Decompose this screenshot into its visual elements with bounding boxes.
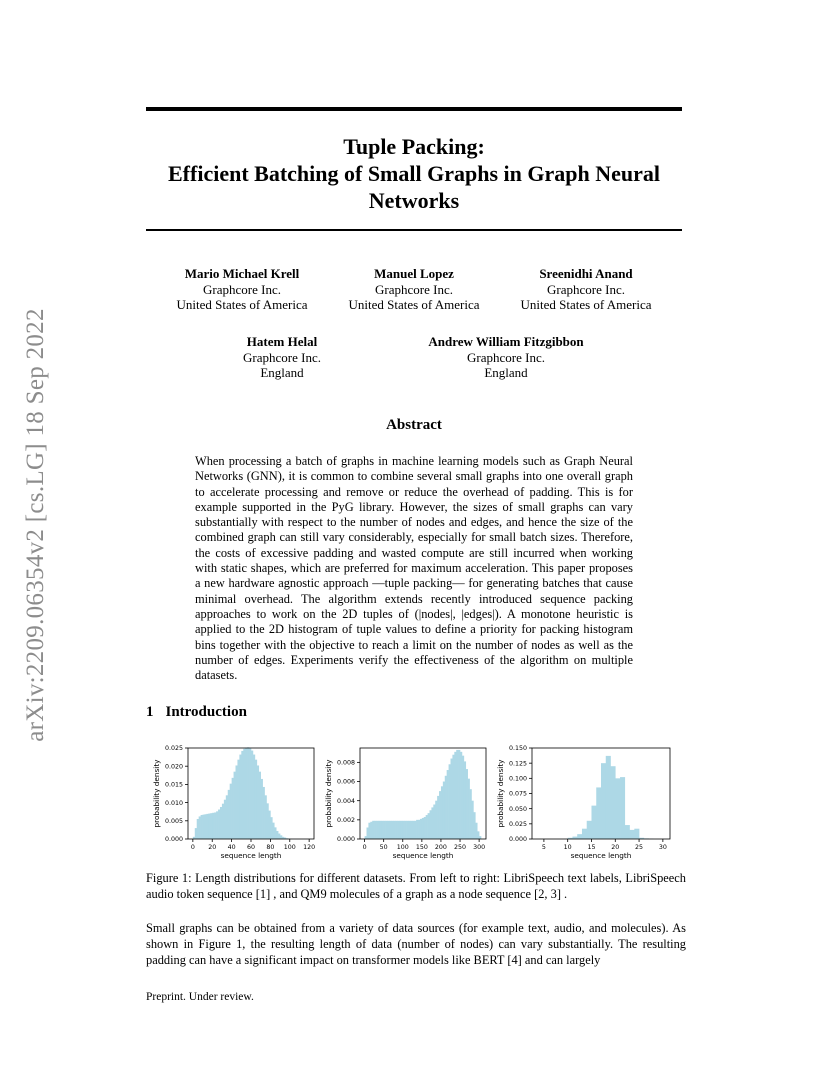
histogram-bar (470, 789, 472, 839)
histogram-bar (234, 772, 236, 839)
histogram-bar (387, 821, 389, 839)
author-country: United States of America (520, 297, 652, 312)
y-axis-label: probability density (496, 759, 505, 828)
title-rule-bottom (146, 229, 682, 231)
x-tick-label: 100 (396, 844, 409, 851)
histogram-bar (416, 820, 418, 839)
histogram-bar (458, 750, 460, 839)
y-tick-label: 0.020 (164, 763, 183, 771)
histogram-bar (443, 782, 445, 839)
arxiv-identifier: arXiv:2209.06354v2 [cs.LG] 18 Sep 2022 (22, 308, 49, 742)
section-title: Introduction (165, 704, 247, 720)
y-tick-label: 0.006 (336, 778, 355, 786)
histogram-bar (272, 823, 274, 839)
x-axis-label: sequence length (570, 851, 632, 860)
histogram-bar (428, 813, 430, 839)
histogram-bar (374, 821, 376, 839)
histogram-bar (255, 760, 257, 839)
histogram-bar (249, 748, 251, 839)
y-tick-label: 0.000 (164, 836, 183, 844)
arxiv-sidebar (18, 290, 54, 760)
figure-panel-1 (150, 742, 322, 865)
histogram-bar (445, 776, 447, 839)
x-tick-label: 20 (208, 844, 217, 851)
histogram-bar (366, 828, 368, 839)
x-tick-label: 0 (190, 844, 195, 851)
histogram-bar (208, 814, 210, 839)
y-tick-label: 0.004 (336, 797, 355, 805)
y-axis-label: probability density (324, 759, 333, 828)
histogram-bar (259, 772, 261, 839)
histogram-bar (462, 756, 464, 839)
title-rule-top (146, 107, 682, 111)
author-affiliation: Graphcore Inc. (243, 349, 321, 365)
y-tick-label: 0.002 (336, 817, 355, 825)
y-tick-label: 0.000 (336, 836, 355, 844)
histogram-bar (224, 800, 226, 839)
histogram-bar (368, 823, 370, 839)
histogram-bar (382, 821, 384, 839)
figure-panel-3 (494, 742, 678, 865)
x-tick-label: 40 (227, 844, 236, 851)
histogram-bar (407, 821, 409, 839)
histogram-bar (212, 813, 214, 839)
abstract-text: When processing a batch of graphs in machine learning models such as Graph Neural Networks (GNN), it is common to combine several small graphs into one overall graph to accelerate processing and remove or reduce the overhead of padding. This is for example supported in the PyG library. However, the sizes of small graphs can vary substantially with respect to the number of nodes and edges, and hence the size of the combined graph can still vary considerably, especially for small batch sizes. Therefore, the costs of excessive padding and wasted compute are still incurred when working with static shapes, which are preferred for maximum acceleration. This paper proposes a new hardware agnostic approach —tuple packing— for generating batches that cause minimal overhead. The algorithm extends recently introduced sequence packing approaches to work on the 2D tuples of (|nodes|, |edges|). A monotone heuristic is applied to the 2D histogram of tuple values to define a priority for packing histogram bins together with the objective to reach a limit on the number of nodes as well as the number of edges. Experiments verify the effectiveness of the algorithm on multiple datasets. (195, 454, 633, 683)
histogram-bar (439, 791, 441, 839)
author-country: England (260, 365, 304, 380)
histogram-bar (232, 778, 234, 839)
histogram-bar (226, 795, 228, 839)
histogram-bar (401, 821, 403, 839)
intro-paragraph-text: Small graphs can be obtained from a variety of data sources (for example text, audio, and molecules). As shown in Figure 1, the resulting length of data (number of nodes) can vary substantially. The resulting padding can have a significant impact on transformer models like BERT [4] and can largely (146, 921, 686, 967)
figure-caption (146, 870, 686, 902)
histogram-bar (403, 821, 405, 839)
histogram-bar (239, 755, 241, 839)
histogram-bar (230, 784, 232, 839)
author-block (329, 266, 499, 313)
x-axis-label: sequence length (392, 851, 454, 860)
histogram-bar (405, 821, 407, 839)
histogram-bar (203, 815, 205, 839)
histogram-bar (380, 821, 382, 839)
author-name: Sreenidhi Anand (539, 266, 633, 281)
histogram-bar (267, 803, 269, 839)
x-tick-label: 60 (246, 844, 256, 851)
histogram-bar (596, 787, 601, 839)
histogram-bar (386, 821, 388, 839)
histogram-bar (473, 812, 475, 839)
author-name: Manuel Lopez (374, 266, 454, 281)
histogram-bar (582, 829, 587, 839)
page-footer: Preprint. Under review. (146, 991, 254, 1003)
histogram-bar (611, 766, 616, 839)
histogram-bar (206, 814, 208, 839)
histogram-bar (433, 805, 435, 839)
histogram-bar (418, 820, 420, 839)
y-tick-label: 0.075 (508, 790, 527, 798)
histogram-bar (399, 821, 401, 839)
x-tick-label: 15 (587, 844, 596, 851)
histogram-bar (450, 759, 452, 839)
histogram-bar (606, 756, 611, 839)
histogram-bar (412, 821, 414, 839)
histogram-bar (456, 750, 458, 839)
x-tick-label: 10 (563, 844, 572, 851)
histogram-bar (468, 779, 470, 839)
intro-paragraph (146, 920, 686, 968)
histogram-bar (214, 812, 216, 839)
paper-title (146, 133, 682, 214)
histogram-bar (420, 819, 422, 839)
histogram-bar (268, 811, 270, 839)
figure-panel-2 (322, 742, 494, 865)
histogram-bar (460, 752, 462, 839)
histogram-bar (199, 816, 201, 839)
histogram-bar (251, 751, 253, 839)
author-affiliation: Graphcore Inc. (547, 281, 625, 297)
histogram-bar (422, 818, 424, 839)
histogram-bar (393, 821, 395, 839)
author-name: Andrew William Fitzgibbon (428, 334, 584, 349)
histogram-bar (235, 765, 237, 839)
section-number: 1 (146, 704, 154, 720)
histogram-bar (370, 822, 372, 839)
histogram-chart-librispeech-text (150, 742, 322, 860)
histogram-bar (243, 749, 245, 839)
histogram-bar (270, 817, 272, 839)
histogram-bar (601, 763, 606, 839)
histogram-bar (435, 801, 437, 839)
y-tick-label: 0.025 (164, 745, 183, 753)
histogram-bar (216, 811, 218, 839)
histogram-bar (261, 779, 263, 839)
histogram-bar (620, 777, 625, 839)
histogram-bar (615, 778, 620, 839)
histogram-bar (429, 810, 431, 839)
histogram-bar (630, 830, 635, 839)
histogram-bar (220, 807, 222, 839)
x-tick-label: 80 (266, 844, 275, 851)
author-block (501, 266, 671, 313)
histogram-bar (449, 764, 451, 839)
y-tick-label: 0.050 (508, 805, 527, 813)
histogram-bar (201, 815, 203, 839)
histogram-bar (441, 786, 443, 839)
histogram-bar (241, 751, 243, 839)
histogram-bar (245, 748, 247, 839)
histogram-bar (591, 806, 596, 839)
histogram-bar (577, 834, 582, 839)
histogram-bar (477, 831, 479, 839)
y-tick-label: 0.015 (164, 781, 183, 789)
author-name: Hatem Helal (246, 334, 318, 349)
title-line-2: Efficient Batching of Small Graphs in Graph Neural (168, 161, 660, 186)
histogram-bar (471, 801, 473, 839)
histogram-bar (210, 813, 212, 839)
histogram-bar (587, 821, 592, 839)
y-tick-label: 0.025 (508, 821, 527, 829)
histogram-bar (376, 821, 378, 839)
author-block (406, 334, 606, 381)
histogram-bar (247, 747, 249, 839)
histogram-bar (204, 814, 206, 839)
title-line-1: Tuple Packing: (343, 134, 485, 159)
histogram-bar (447, 770, 449, 839)
y-tick-label: 0.125 (508, 760, 527, 768)
histogram-bar (389, 821, 391, 839)
histogram-bar (280, 835, 282, 839)
y-tick-label: 0.150 (508, 745, 527, 753)
histogram-bar (195, 828, 197, 839)
author-block (197, 334, 367, 381)
histogram-bar (475, 823, 477, 839)
histogram-bar (365, 836, 367, 839)
histogram-bar (384, 821, 386, 839)
y-tick-label: 0.000 (508, 836, 527, 844)
histogram-chart-librispeech-audio (322, 742, 494, 860)
histogram-bar (431, 807, 433, 839)
title-line-3: Networks (368, 188, 460, 213)
histogram-bar (437, 796, 439, 839)
histogram-bar (625, 825, 630, 839)
author-country: United States of America (348, 297, 480, 312)
author-name: Mario Michael Krell (184, 266, 300, 281)
author-block (157, 266, 327, 313)
histogram-bar (257, 765, 259, 839)
histogram-bar (479, 836, 481, 839)
abstract-heading: Abstract (386, 417, 442, 433)
author-country: United States of America (176, 297, 308, 312)
x-tick-label: 250 (454, 844, 467, 851)
histogram-bar (410, 821, 412, 839)
histogram-bar (397, 821, 399, 839)
histogram-bar (414, 821, 416, 839)
x-tick-label: 100 (283, 844, 296, 851)
y-tick-label: 0.005 (164, 818, 183, 825)
histogram-chart-qm9 (494, 742, 678, 860)
histogram-bar (222, 804, 224, 839)
histogram-bar (197, 819, 199, 839)
histogram-bar (634, 829, 639, 839)
x-tick-label: 300 (473, 844, 486, 851)
x-tick-label: 0 (362, 844, 367, 851)
y-tick-label: 0.008 (336, 759, 355, 767)
histogram-bar (426, 815, 428, 839)
histogram-bar (408, 821, 410, 839)
histogram-bar (452, 755, 454, 839)
histogram-bar (265, 795, 267, 839)
histogram-bar (276, 831, 278, 839)
histogram-bar (253, 755, 255, 839)
histogram-bar (454, 752, 456, 839)
x-tick-label: 50 (379, 844, 388, 851)
histogram-bar (391, 821, 393, 839)
histogram-bar (424, 817, 426, 839)
author-country: England (484, 365, 528, 380)
x-tick-label: 120 (303, 844, 316, 851)
author-affiliation: Graphcore Inc. (467, 349, 545, 365)
author-affiliation: Graphcore Inc. (375, 281, 453, 297)
x-tick-label: 20 (611, 844, 620, 851)
histogram-bar (466, 769, 468, 839)
histogram-bar (274, 827, 276, 839)
figure-caption-text: Figure 1: Length distributions for different datasets. From left to right: LibriSpeech text labels, LibriSpeech audio token sequence [1] , and QM9 molecules of a graph as a node sequence [2, 3] . (146, 871, 686, 901)
section-heading (146, 704, 247, 721)
histogram-bar (378, 821, 380, 839)
y-tick-label: 0.100 (508, 775, 527, 783)
histogram-bar (278, 834, 280, 839)
x-tick-label: 150 (415, 844, 428, 851)
histogram-bar (228, 790, 230, 839)
x-tick-label: 25 (635, 844, 644, 851)
author-affiliation: Graphcore Inc. (203, 281, 281, 297)
histogram-bar (372, 821, 374, 839)
histogram-bar (263, 787, 265, 839)
histogram-bar (395, 821, 397, 839)
histogram-bar (464, 761, 466, 839)
y-axis-label: probability density (152, 759, 161, 828)
histogram-bar (237, 760, 239, 839)
x-axis-label: sequence length (220, 851, 282, 860)
x-tick-label: 200 (434, 844, 447, 851)
histogram-bar (218, 810, 220, 839)
x-tick-label: 5 (541, 844, 546, 851)
y-tick-label: 0.010 (164, 799, 183, 807)
x-tick-label: 30 (658, 844, 667, 851)
